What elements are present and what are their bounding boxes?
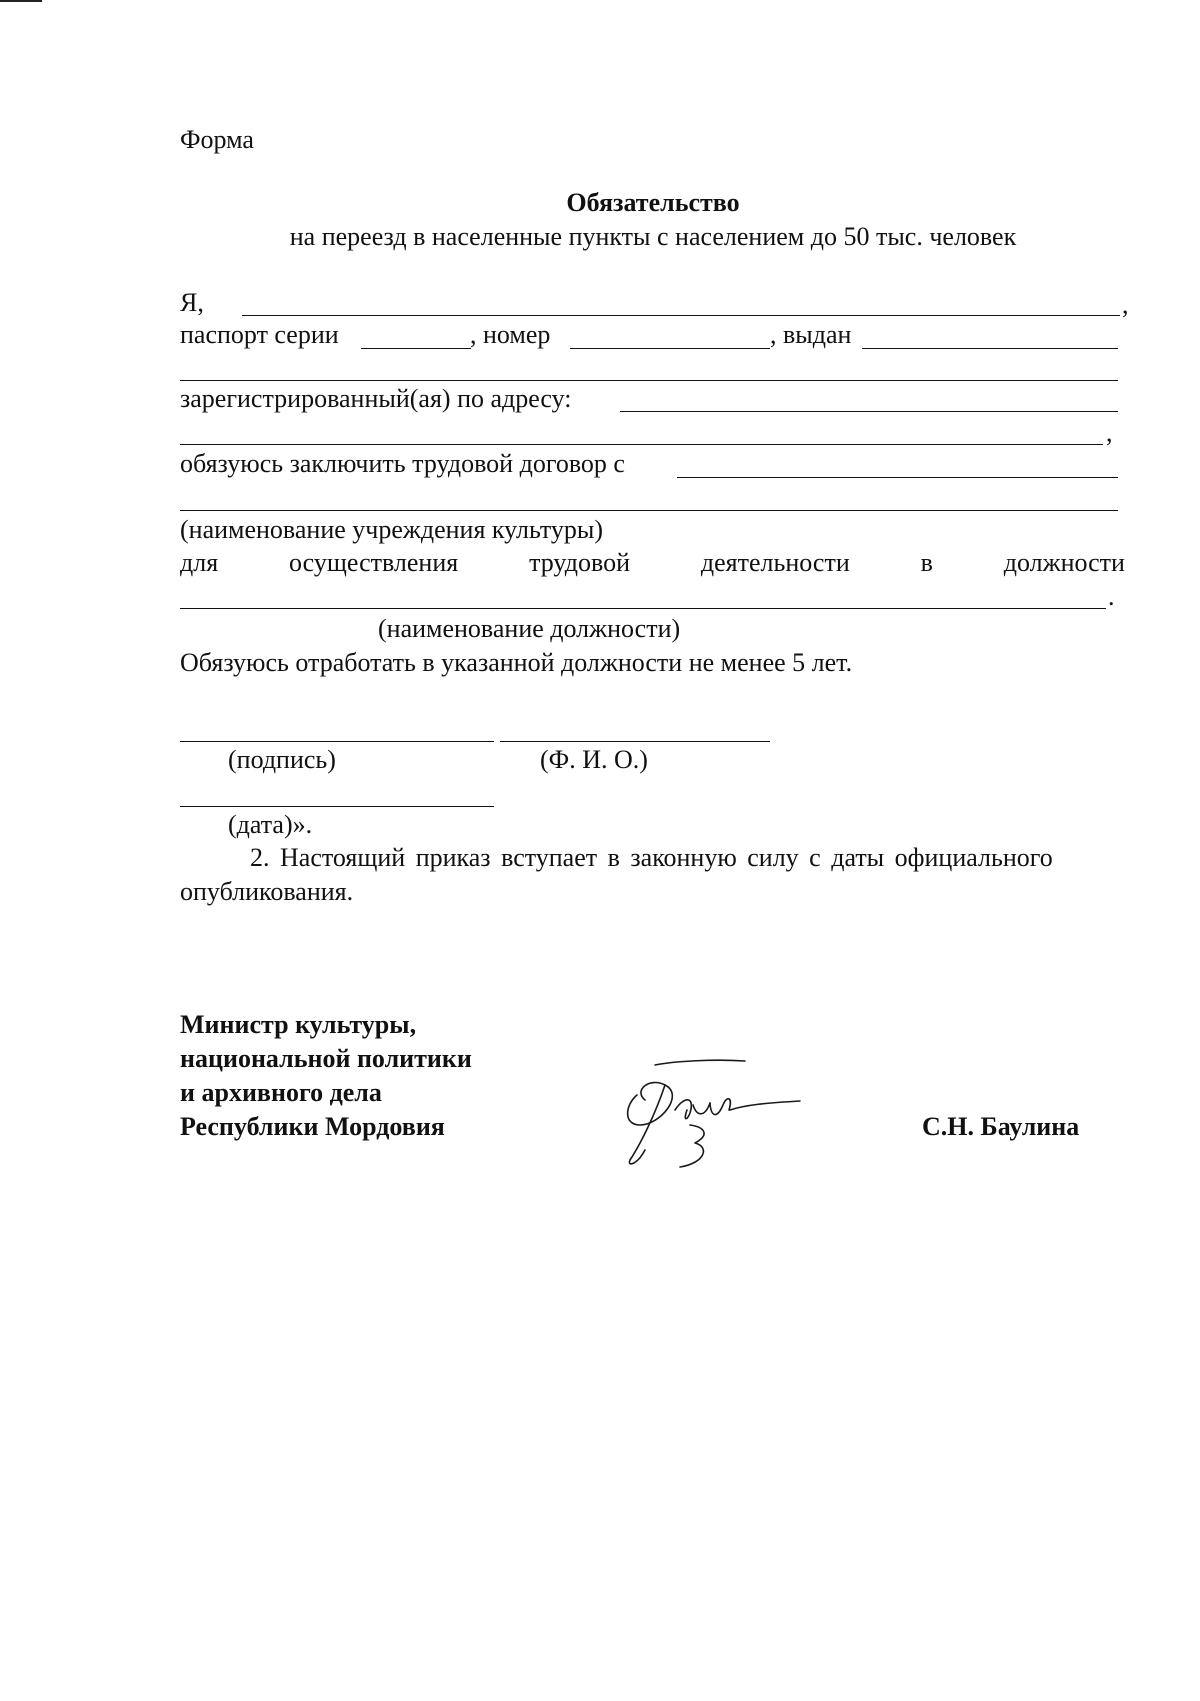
position-period: . — [1108, 582, 1115, 611]
signature-caption: (подпись) — [228, 745, 336, 774]
signatory-title-line: и архивного дела — [180, 1078, 382, 1107]
signatory-name: С.Н. Баулина — [922, 1112, 1080, 1141]
activity-word: должности — [1003, 548, 1125, 577]
activity-word: деятельности — [700, 548, 850, 577]
activity-word: трудовой — [529, 548, 631, 577]
order-clause-line-2: опубликования. — [180, 877, 354, 906]
passport-number-line — [570, 348, 770, 349]
fio-line — [500, 741, 770, 742]
passport-series-line — [361, 348, 471, 349]
activity-word: для — [180, 548, 219, 577]
signatory-title-line: Республики Мордовия — [180, 1112, 445, 1141]
registered-address-line — [620, 411, 1118, 412]
full-name-line — [242, 315, 1120, 316]
full-name-comma: , — [1122, 290, 1129, 319]
order-clause-line-1 — [250, 843, 1125, 873]
passport-issued-line — [862, 348, 1118, 349]
ya-label: Я, — [180, 288, 204, 317]
position-caption: (наименование должности) — [378, 614, 681, 643]
contract-employer-line — [677, 477, 1118, 478]
issued-continuation-line — [180, 380, 1118, 381]
employer-continuation-line — [180, 510, 1118, 511]
signatory-title-line: Министр культуры, — [180, 1010, 417, 1039]
address-continuation-line — [180, 444, 1103, 445]
address-comma: , — [1106, 418, 1113, 447]
registered-address-label: зарегистрированный(ая) по адресу: — [180, 384, 572, 413]
activity-line — [180, 548, 1125, 578]
passport-series-label: паспорт серии — [180, 320, 339, 349]
document-subtitle: на переезд в населенные пункты с населением до 50 тыс. человек — [289, 222, 1017, 251]
date-caption: (дата)». — [228, 810, 313, 839]
signature-line — [180, 741, 494, 742]
position-line — [180, 608, 1106, 609]
handwritten-signature — [615, 1055, 815, 1175]
document-title: Обязательство — [566, 188, 740, 217]
activity-word: в — [920, 548, 933, 577]
contract-label: обязуюсь заключить трудовой договор с — [180, 449, 625, 478]
order-clause-text: 2. Настоящий приказ вступает в законную силу с даты официального — [250, 843, 1053, 872]
scan-corner-mark — [0, 0, 42, 2]
signatory-title-line: национальной политики — [180, 1044, 472, 1073]
date-line — [180, 806, 494, 807]
activity-word: осуществления — [289, 548, 459, 577]
passport-issued-label: , выдан — [770, 320, 852, 349]
institution-caption: (наименование учреждения культуры) — [180, 515, 604, 544]
passport-number-label: , номер — [470, 320, 551, 349]
fio-caption: (Ф. И. О.) — [540, 745, 648, 774]
form-label: Форма — [180, 125, 254, 154]
obligation-text: Обязуюсь отработать в указанной должности не менее 5 лет. — [180, 648, 853, 677]
